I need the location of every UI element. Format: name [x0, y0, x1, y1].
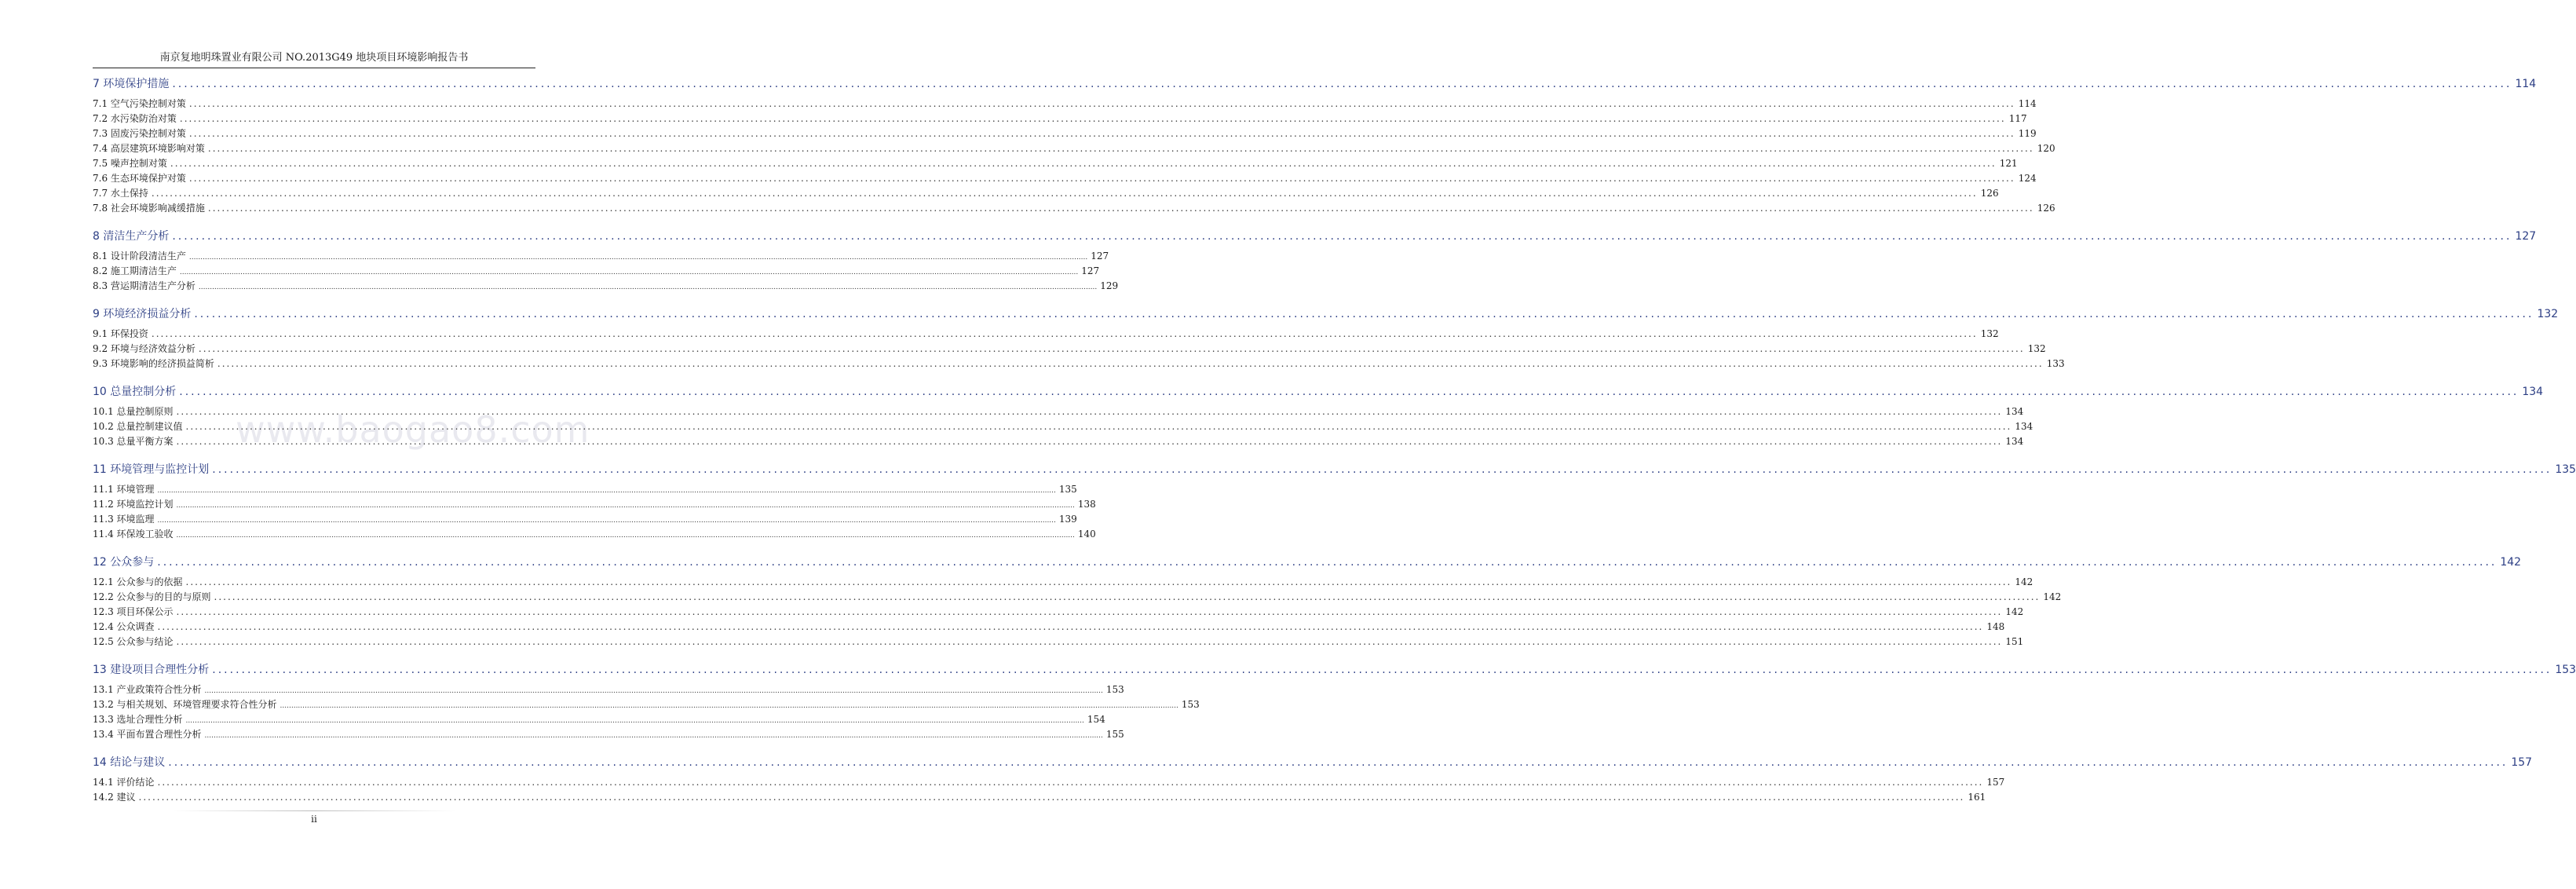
toc-entry-page: 120 [2037, 143, 2055, 154]
toc-section [93, 660, 2576, 742]
toc-entry-label: 11.4 环保竣工验收 [93, 529, 174, 540]
toc-entry-label: 12.1 公众参与的依据 [93, 576, 183, 587]
toc-entry-page: 114 [2018, 98, 2037, 109]
dot-leader: ................................................................................................................................................................................................................................................................................................................................................................................................................ [185, 421, 2012, 432]
dot-leader: ................................................................................................................................................................................................................................................................................................................................................................................................................ [198, 284, 1098, 291]
toc-entry[interactable] [93, 404, 2024, 419]
toc-entry-label: 7.7 水土保持 [93, 188, 148, 199]
toc-entry[interactable] [93, 527, 1096, 542]
toc-entry[interactable] [93, 605, 2024, 620]
toc-entry-label: 9.1 环保投资 [93, 328, 148, 339]
toc-entry-page: 114 [2515, 78, 2537, 90]
dot-leader: ................................................................................................................................................................................................................................................................................................................................................................................................................ [168, 756, 2508, 769]
toc-entry[interactable] [93, 279, 1119, 294]
toc-entry-label: 7.8 社会环境影响减缓措施 [93, 203, 205, 214]
toc-entry-label: 12.2 公众参与的目的与原则 [93, 591, 211, 602]
dot-leader: ................................................................................................................................................................................................................................................................................................................................................................................................................ [151, 328, 1978, 339]
toc-entry-page: 153 [1105, 684, 1124, 695]
toc-entry-label: 9.2 环境与经济效益分析 [93, 343, 195, 354]
dot-leader: ................................................................................................................................................................................................................................................................................................................................................................................................................ [176, 606, 2003, 617]
toc-entry[interactable] [93, 512, 1077, 527]
toc-entry-page: 124 [2018, 173, 2037, 184]
toc-entry-page: 121 [1999, 158, 2018, 169]
toc-chapter-heading[interactable] [93, 226, 2537, 247]
dot-leader: ................................................................................................................................................................................................................................................................................................................................................................................................................ [188, 128, 2015, 139]
toc-entry-label: 7.4 高层建筑环境影响对策 [93, 143, 205, 154]
dot-leader: ................................................................................................................................................................................................................................................................................................................................................................................................................ [188, 173, 2015, 184]
toc-entry-label: 7.2 水污染防治对策 [93, 113, 177, 124]
dot-leader: ................................................................................................................................................................................................................................................................................................................................................................................................................ [212, 664, 2552, 676]
toc-entry-label: 8.2 施工期清洁生产 [93, 265, 177, 276]
footer-divider [173, 810, 455, 811]
toc-entry-page: 133 [2046, 358, 2065, 369]
toc-entry-page: 155 [1105, 729, 1124, 740]
toc-entry-page: 140 [1077, 529, 1096, 540]
toc-section [93, 304, 2559, 371]
toc-entry-label: 12 公众参与 [93, 556, 155, 569]
toc-entry-label: 11 环境管理与监控计划 [93, 463, 210, 476]
toc-entry-page: 157 [1986, 777, 2005, 788]
toc-entry-label: 10 总量控制分析 [93, 386, 177, 398]
toc-entry-page: 161 [1968, 792, 1986, 803]
toc-entry[interactable] [93, 727, 1124, 742]
toc-entry-page: 132 [2027, 343, 2046, 354]
toc-entry-label: 7.1 空气污染控制对策 [93, 98, 186, 109]
toc-entry-page: 142 [2500, 556, 2522, 569]
toc-entry-page: 135 [2555, 463, 2576, 476]
toc-entry-label: 13.3 选址合理性分析 [93, 714, 183, 725]
toc-chapter-heading[interactable] [93, 459, 2576, 481]
dot-leader: ................................................................................................................................................................................................................................................................................................................................................................................................................ [204, 687, 1103, 695]
toc-chapter-heading[interactable] [93, 552, 2522, 573]
dot-leader: ................................................................................................................................................................................................................................................................................................................................................................................................................ [157, 621, 1984, 632]
toc-chapter-heading[interactable] [93, 752, 2533, 774]
toc-entry[interactable] [93, 186, 1999, 201]
toc-entry[interactable] [93, 327, 1999, 342]
toc-entry-label: 12.4 公众调查 [93, 621, 155, 632]
toc-entry-page: 134 [2522, 386, 2544, 398]
dot-leader: ................................................................................................................................................................................................................................................................................................................................................................................................................ [204, 732, 1103, 740]
toc-entry-page: 132 [1980, 328, 1999, 339]
toc-entry-page: 142 [2005, 606, 2024, 617]
dot-leader: ................................................................................................................................................................................................................................................................................................................................................................................................................ [157, 777, 1984, 788]
toc-entry[interactable] [93, 201, 2055, 216]
toc-entry-page: 127 [1091, 251, 1109, 262]
dot-leader: ................................................................................................................................................................................................................................................................................................................................................................................................................ [179, 113, 2006, 124]
toc-entry-label: 10.1 总量控制原则 [93, 406, 174, 417]
toc-entry-label: 7.3 固废污染控制对策 [93, 128, 186, 139]
dot-leader: ................................................................................................................................................................................................................................................................................................................................................................................................................ [138, 792, 1965, 803]
toc-entry-label: 13 建设项目合理性分析 [93, 664, 210, 676]
toc-entry-label: 8.1 设计阶段清洁生产 [93, 251, 186, 262]
page-header: 南京复地明珠置业有限公司 NO.2013G49 地块项目环境影响报告书 [93, 50, 535, 68]
dot-leader: ................................................................................................................................................................................................................................................................................................................................................................................................................ [198, 343, 2025, 354]
toc-entry[interactable] [93, 712, 1105, 727]
toc-chapter-heading[interactable] [93, 382, 2544, 403]
toc-entry-page: 134 [2005, 406, 2024, 417]
dot-leader: ................................................................................................................................................................................................................................................................................................................................................................................................................ [170, 158, 1997, 169]
toc-entry-page: 126 [2037, 203, 2055, 214]
toc-entry[interactable] [93, 156, 2018, 171]
toc-entry[interactable] [93, 434, 2024, 449]
dot-leader: ................................................................................................................................................................................................................................................................................................................................................................................................................ [214, 591, 2041, 602]
toc-entry-label: 8 清洁生产分析 [93, 230, 170, 243]
toc-entry-label: 13.4 平面布置合理性分析 [93, 729, 202, 740]
toc-entry-label: 7.5 噪声控制对策 [93, 158, 167, 169]
toc-entry[interactable] [93, 575, 2033, 590]
toc-entry[interactable] [93, 357, 2065, 371]
toc-entry-label: 14.1 评价结论 [93, 777, 155, 788]
toc-entry-page: 132 [2537, 308, 2559, 320]
toc-entry-label: 12.3 项目环保公示 [93, 606, 174, 617]
toc-section [93, 552, 2522, 649]
toc-entry-page: 142 [2015, 576, 2033, 587]
dot-leader: ................................................................................................................................................................................................................................................................................................................................................................................................................ [185, 717, 1084, 725]
toc-entry-label: 14 结论与建议 [93, 756, 166, 769]
toc-entry[interactable] [93, 590, 2062, 605]
toc-entry-label: 10.2 总量控制建议值 [93, 421, 183, 432]
toc-entry-page: 126 [1980, 188, 1999, 199]
dot-leader: ................................................................................................................................................................................................................................................................................................................................................................................................................ [179, 386, 2519, 398]
toc-entry-page: 129 [1100, 280, 1119, 291]
toc-chapter-heading[interactable] [93, 74, 2537, 95]
toc-entry-label: 8.3 营运期清洁生产分析 [93, 280, 195, 291]
toc-entry[interactable] [93, 682, 1124, 697]
toc-entry[interactable] [93, 97, 2037, 112]
toc-entry-page: 117 [2008, 113, 2027, 124]
toc-entry[interactable] [93, 249, 1109, 264]
toc-entry-page: 134 [2015, 421, 2033, 432]
toc-entry[interactable] [93, 264, 1100, 279]
toc-entry-label: 11.1 环境管理 [93, 484, 155, 495]
dot-leader: ................................................................................................................................................................................................................................................................................................................................................................................................................ [212, 463, 2552, 476]
toc-chapter-heading[interactable] [93, 660, 2576, 681]
toc-entry[interactable] [93, 635, 2024, 649]
toc-entry[interactable] [93, 790, 1986, 805]
toc-entry-label: 13.2 与相关规划、环境管理要求符合性分析 [93, 699, 277, 710]
dot-leader: ................................................................................................................................................................................................................................................................................................................................................................................................................ [280, 702, 1178, 710]
toc-entry-page: 151 [2005, 636, 2024, 647]
dot-leader: ................................................................................................................................................................................................................................................................................................................................................................................................................ [157, 487, 1056, 495]
toc-entry-page: 157 [2511, 756, 2533, 769]
toc-entry[interactable] [93, 482, 1077, 497]
dot-leader: ................................................................................................................................................................................................................................................................................................................................................................................................................ [207, 143, 2034, 154]
dot-leader: ................................................................................................................................................................................................................................................................................................................................................................................................................ [194, 308, 2534, 320]
toc-entry[interactable] [93, 620, 2005, 635]
toc-section [93, 459, 2576, 542]
toc-entry[interactable] [93, 697, 1200, 712]
toc-entry-label: 11.3 环境监理 [93, 514, 155, 525]
toc-entry-label: 11.2 环境监控计划 [93, 499, 174, 510]
toc-entry-page: 127 [1081, 265, 1100, 276]
toc-entry-label: 7.6 生态环境保护对策 [93, 173, 186, 184]
dot-leader: ................................................................................................................................................................................................................................................................................................................................................................................................................ [217, 358, 2044, 369]
toc-entry-page: 139 [1058, 514, 1077, 525]
dot-leader: ................................................................................................................................................................................................................................................................................................................................................................................................................ [188, 98, 2015, 109]
toc-entry-page: 138 [1077, 499, 1096, 510]
toc-entry-page: 153 [1181, 699, 1200, 710]
dot-leader: ................................................................................................................................................................................................................................................................................................................................................................................................................ [176, 406, 2003, 417]
toc-entry-page: 142 [2043, 591, 2062, 602]
toc-entry[interactable] [93, 419, 2033, 434]
toc-entry-label: 10.3 总量平衡方案 [93, 436, 174, 447]
toc-entry-page: 154 [1087, 714, 1105, 725]
page-number: ii [311, 814, 317, 825]
toc-entry-page: 148 [1986, 621, 2005, 632]
dot-leader: ................................................................................................................................................................................................................................................................................................................................................................................................................ [185, 576, 2012, 587]
dot-leader: ................................................................................................................................................................................................................................................................................................................................................................................................................ [157, 556, 2497, 569]
watermark: www.baogao8.com [236, 408, 590, 451]
table-of-contents [93, 74, 2576, 815]
dot-leader: ................................................................................................................................................................................................................................................................................................................................................................................................................ [157, 517, 1056, 525]
toc-entry-label: 9.3 环境影响的经济损益简析 [93, 358, 214, 369]
dot-leader: ................................................................................................................................................................................................................................................................................................................................................................................................................ [207, 203, 2034, 214]
toc-entry[interactable] [93, 126, 2037, 141]
dot-leader: ................................................................................................................................................................................................................................................................................................................................................................................................................ [172, 230, 2512, 243]
dot-leader: ................................................................................................................................................................................................................................................................................................................................................................................................................ [179, 269, 1079, 276]
toc-entry-page: 135 [1058, 484, 1077, 495]
dot-leader: ................................................................................................................................................................................................................................................................................................................................................................................................................ [176, 436, 2003, 447]
toc-entry-page: 127 [2515, 230, 2537, 243]
toc-entry[interactable] [93, 141, 2055, 156]
toc-entry[interactable] [93, 775, 2005, 790]
dot-leader: ................................................................................................................................................................................................................................................................................................................................................................................................................ [188, 254, 1088, 262]
toc-section [93, 752, 2533, 805]
toc-entry-label: 14.2 建议 [93, 792, 136, 803]
dot-leader: ................................................................................................................................................................................................................................................................................................................................................................................................................ [176, 532, 1075, 540]
dot-leader: ................................................................................................................................................................................................................................................................................................................................................................................................................ [151, 188, 1978, 199]
toc-section [93, 226, 2537, 294]
dot-leader: ................................................................................................................................................................................................................................................................................................................................................................................................................ [172, 78, 2512, 90]
toc-entry-label: 7 环境保护措施 [93, 78, 170, 90]
toc-entry-page: 153 [2555, 664, 2576, 676]
dot-leader: ................................................................................................................................................................................................................................................................................................................................................................................................................ [176, 502, 1075, 510]
dot-leader: ................................................................................................................................................................................................................................................................................................................................................................................................................ [176, 636, 2003, 647]
toc-entry-label: 9 环境经济损益分析 [93, 308, 192, 320]
toc-entry[interactable] [93, 171, 2037, 186]
toc-entry-page: 134 [2005, 436, 2024, 447]
toc-entry-label: 12.5 公众参与结论 [93, 636, 174, 647]
toc-entry[interactable] [93, 342, 2046, 357]
toc-section [93, 74, 2537, 216]
toc-section [93, 382, 2544, 449]
toc-entry[interactable] [93, 497, 1096, 512]
toc-entry-label: 13.1 产业政策符合性分析 [93, 684, 202, 695]
toc-entry[interactable] [93, 112, 2027, 126]
toc-chapter-heading[interactable] [93, 304, 2559, 325]
toc-entry-page: 119 [2018, 128, 2037, 139]
